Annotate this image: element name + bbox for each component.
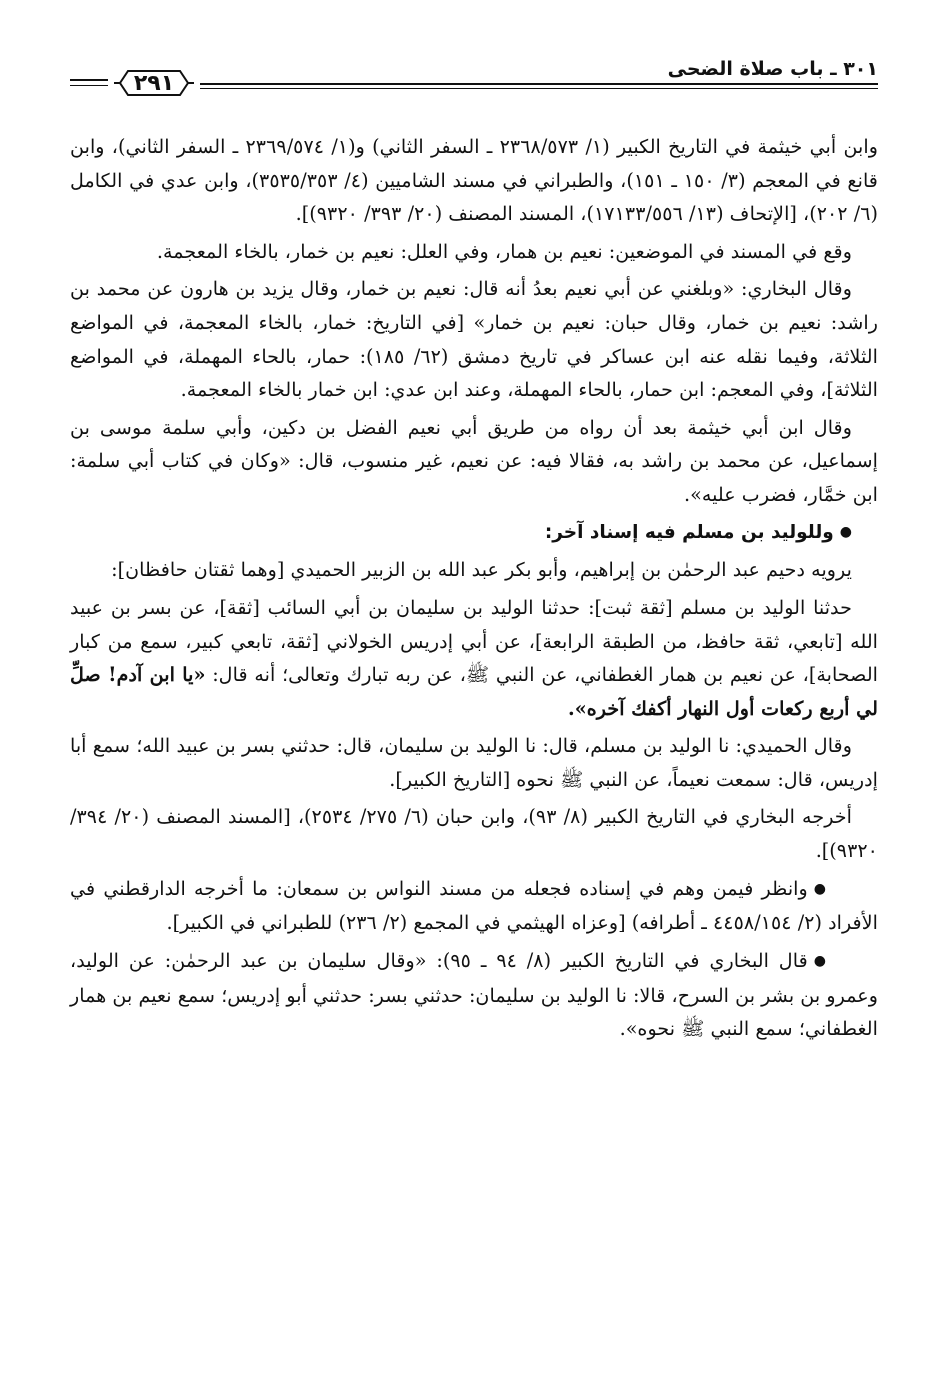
page-number-frame (114, 68, 194, 98)
header-rule-left-bottom (70, 85, 108, 86)
paragraph: وقال الحميدي: نا الوليد بن مسلم، قال: نا الوليد بن سليمان، قال: حدثني بسر بن عبيد الله؛ سمع أبا إدريس، قال: سمعت نعيماً، عن النبي ﷺ نحوه [التاريخ الكبير]. (70, 734, 878, 791)
paragraph (70, 872, 878, 940)
chapter-title: ٣٠١ ـ باب صلاة الضحى (667, 58, 878, 80)
section-heading-text: وللوليد بن مسلم فيه إسناد آخر: (544, 521, 834, 543)
paragraph (70, 591, 878, 725)
section-heading (70, 516, 878, 550)
paragraph-text: وانظر فيمن وهم في إسناده فجعله من مسند النواس بن سمعان: ما أخرجه الدارقطني في الأفراد (٢/ ٤٤٥٨/١٥٤ ـ أطرافه) [وعزاه الهيثمي في المجمع (٢/ ٢٣٦) للطبراني في الكبير]. (70, 876, 878, 935)
header-rule-left-top (70, 79, 108, 81)
page-body (70, 130, 878, 1046)
paragraph: أخرجه البخاري في التاريخ الكبير (٨/ ٩٣)، وابن حبان (٦/ ٢٧٥/ ٢٥٣٤)، [المسند المصنف (٢٠/ ٣٩٤/ ٩٣٢٠)]. (70, 805, 878, 863)
paragraph-text: قال البخاري في التاريخ الكبير (٨/ ٩٤ ـ ٩٥): «وقال سليمان بن عبد الرحمٰن: عن الوليد، وعمرو بن بشر بن السرح، قالا: نا الوليد بن سليمان: حدثني بسر: حدثني أبو إدريس؛ سمع نعيم بن همار الغطفاني؛ سمع النبي ﷺ نحوه». (70, 949, 878, 1041)
paragraph: وابن أبي خيثمة في التاريخ الكبير (١/ ٢٣٦٨/٥٧٣ ـ السفر الثاني) و(١/ ٢٣٦٩/٥٧٤ ـ السفر الثاني)، وابن قانع في المعجم (٣/ ١٥٠ ـ ١٥١)، والطبراني في مسند الشاميين (٤/ ٣٥٣٥/٣٥٣)، وابن عدي في الكامل (٦/ ٢٠٢)، [الإتحاف (١٣/ ١٧١٣٣/٥٥٦)، المسند المصنف (٢٠/ ٣٩٣/ ٩٣٢٠)]. (70, 135, 878, 226)
page-number: ٢٩١ (133, 70, 175, 96)
paragraph: وقال البخاري: «وبلغني عن أبي نعيم بعدُ أنه قال: نعيم بن خمار، وقال يزيد بن هارون عن محمد بن راشد: نعيم بن خمار، وقال حبان: نعيم بن خمار» [في التاريخ: خمار، بالخاء المعجمة، في المواضع الثلاثة، وفيما نقله عنه ابن عساكر في تاريخ دمشق (٦٢/ ١٨٥): حمار، بالحاء المهملة، في المواضع الثلاثة]، وفي المعجم: ابن حمار، بالحاء المهملة، وعند ابن عدي: ابن خمار بالخاء المعجمة. (70, 277, 878, 402)
page-header (70, 54, 878, 100)
book-page (70, 54, 878, 1050)
paragraph: وقال ابن أبي خيثمة بعد أن رواه من طريق أبي نعيم الفضل بن دكين، وأبي سلمة موسى بن إسماعيل، عن محمد بن راشد به، فقالا فيه: عن نعيم، غير منسوب، قال: «وكان في كتاب أبي سلمة: ابن خمَّار، فضرب عليه». (70, 415, 878, 506)
bullet-icon: ● (813, 953, 826, 970)
header-rule-bottom (200, 88, 878, 89)
paragraph (70, 944, 878, 1046)
paragraph: وقع في المسند في الموضعين: نعيم بن همار، وفي العلل: نعيم بن خمار، بالخاء المعجمة. (156, 239, 852, 263)
hadith-text: «يا ابن آدم! صلِّ لي أربع ركعات أول النهار أكفك آخره». (70, 663, 878, 720)
paragraph: يرويه دحيم عبد الرحمٰن بن إبراهيم، وأبو بكر عبد الله بن الزبير الحميدي [وهما ثقتان حافظان]: (111, 558, 852, 582)
bullet-icon: ● (813, 880, 826, 897)
isnad-text: حدثنا الوليد بن مسلم [ثقة ثبت]: حدثنا الوليد بن سليمان بن أبي السائب [ثقة]، عن بسر بن عبيد الله [تابعي، ثقة حافظ، من الطبقة الرابعة]، عن أبي إدريس الخولاني [ثقة، تابعي كبير، سمع من كبار الصحابة]، عن نعيم بن همار الغطفاني، عن النبي ﷺ، عن ربه تبارك وتعالى؛ أنه قال: (70, 595, 878, 687)
bullet-icon: ● (839, 523, 852, 540)
header-rule-top (200, 83, 878, 85)
